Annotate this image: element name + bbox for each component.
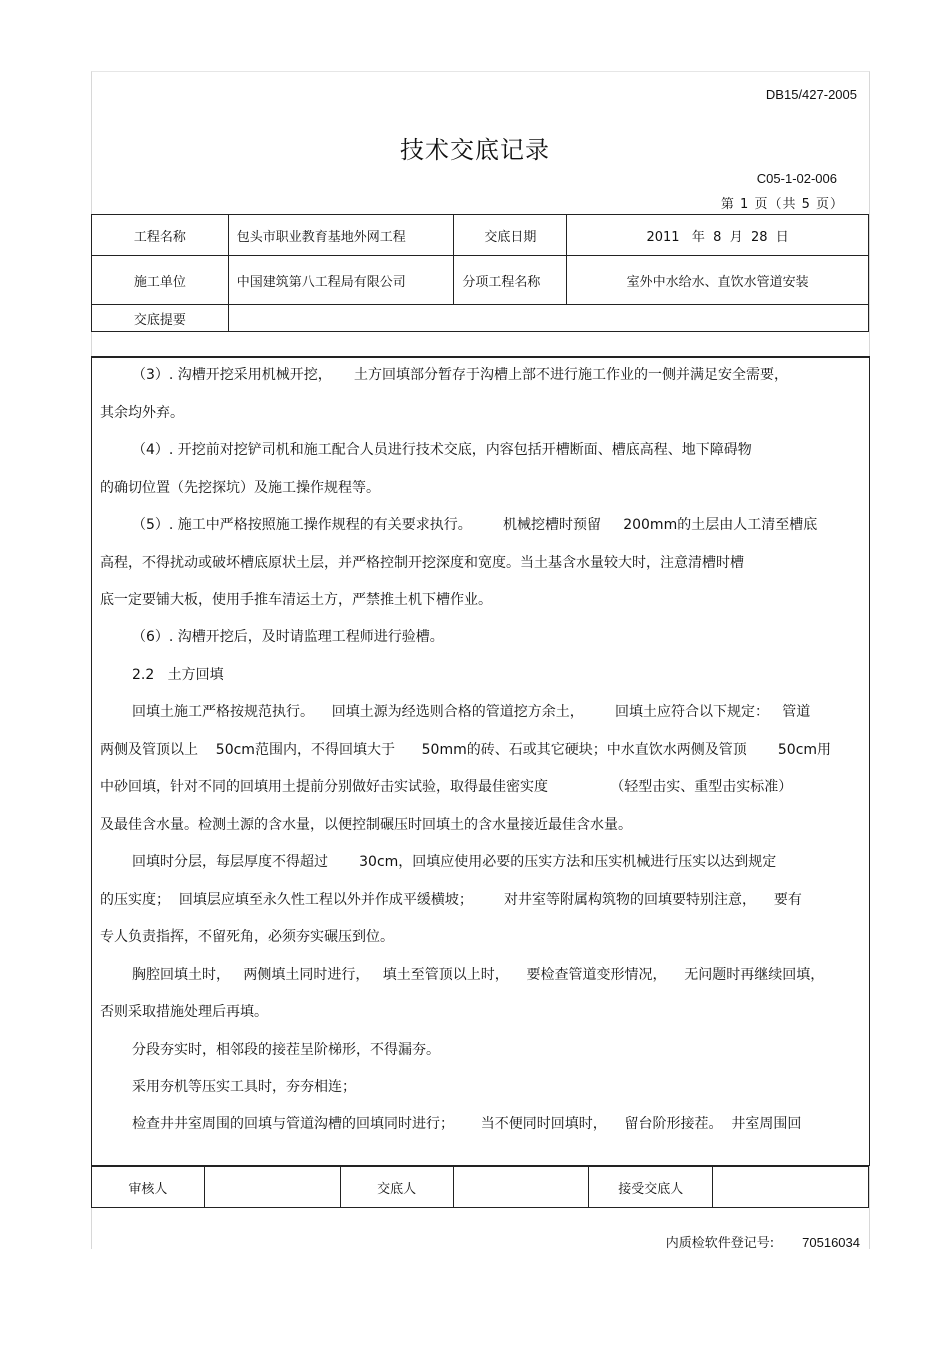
content-line: 分段夯实时，相邻段的接茬呈阶梯形，不得漏夯。 (132, 1042, 440, 1058)
content-line: 检查井井室周围的回填与管道沟槽的回填同时进行； 当不便同时回填时， 留台阶形接茬。 井室周围回 (132, 1116, 802, 1132)
content-line: 及最佳含水量。检测土源的含水量，以便控制碾压时回填土的含水量接近最佳含水量。 (100, 817, 632, 833)
content-line: 中砂回填，针对不同的回填用土提前分别做好击实试验，取得最佳密实度 （轻型击实、重型击实标准） (100, 779, 793, 795)
date-label: 交底日期 (454, 215, 567, 256)
content-line: （6）. 沟槽开挖后，及时请监理工程师进行验槽。 (132, 629, 444, 645)
content-line: 否则采取措施处理后再填。 (100, 1004, 268, 1020)
signature-row (92, 1167, 869, 1208)
form-code: C05-1-02-006 (756, 171, 837, 186)
content-line: 的压实度； 回填层应填至永久性工程以外并作成平缓横坡； 对井室等附属构筑物的回填要特别注意， 要有 (100, 892, 802, 908)
content-body (91, 356, 870, 1166)
subitem-label: 分项工程名称 (454, 256, 567, 305)
reviewer-label: 审核人 (92, 1167, 205, 1208)
info-row-contractor (92, 256, 869, 305)
standard-code: DB15/427-2005 (765, 87, 857, 102)
receiver-label: 接受交底人 (589, 1167, 713, 1208)
content-line: 高程，不得扰动或破坏槽底原状土层，并严格控制开挖深度和宽度。当土基含水量较大时，注意清槽时槽 (100, 555, 744, 571)
info-row-project (92, 215, 869, 256)
content-line: 两侧及管顶以上 50cm范围内，不得回填大于 50mm的砖、石或其它硬块；中水直饮水两侧及管顶 50cm用 (100, 742, 832, 758)
content-line: 回填时分层，每层厚度不得超过 30cm，回填应使用必要的压实方法和压实机械进行压实以达到规定 (132, 854, 777, 870)
content-line: 胸腔回填土时， 两侧填土同时进行， 填土至管顶以上时， 要检查管道变形情况， 无问题时再继续回填， (132, 967, 825, 983)
contractor-label: 施工单位 (92, 256, 229, 305)
reviewer-field (204, 1167, 340, 1208)
project-name-value: 包头市职业教育基地外网工程 (228, 215, 454, 256)
presenter-label: 交底人 (340, 1167, 453, 1208)
summary-label: 交底提要 (92, 305, 229, 332)
content-line: 其余均外弃。 (100, 405, 184, 421)
content-line: （5）. 施工中严格按照施工操作规程的有关要求执行。 机械挖槽时预留 200mm的土层由人工清至槽底 (132, 517, 818, 533)
content-line: 底一定要铺大板，使用手推车清运土方，严禁推土机下槽作业。 (100, 592, 492, 608)
info-row-summary (92, 305, 869, 332)
section-heading: 2.2 土方回填 (132, 667, 224, 683)
date-value: 2011 年 8 月 28 日 (567, 215, 869, 256)
content-line: （3）. 沟槽开挖采用机械开挖， 土方回填部分暂存于沟槽上部不进行施工作业的一侧并满足安全需要， (132, 367, 789, 383)
page-info: 第 1 页（共 5 页） (720, 197, 844, 212)
content-line: 的确切位置（先挖探坑）及施工操作规程等。 (100, 480, 380, 496)
signature-table (91, 1166, 869, 1208)
registration-number: 70516034 (802, 1235, 860, 1250)
presenter-field (453, 1167, 589, 1208)
subitem-value: 室外中水给水、直饮水管道安装 (567, 256, 869, 305)
summary-value (228, 305, 868, 332)
document-title: 技术交底记录 (400, 136, 550, 164)
content-line: 专人负责指挥，不留死角，必须夯实碾压到位。 (100, 929, 394, 945)
registration-info (666, 1232, 860, 1251)
info-table (91, 214, 869, 332)
project-name-label: 工程名称 (92, 215, 229, 256)
contractor-value: 中国建筑第八工程局有限公司 (228, 256, 454, 305)
receiver-field (713, 1167, 869, 1208)
content-line: 回填土施工严格按规范执行。 回填土源为经选则合格的管道挖方余土， 回填土应符合以下规定： 管道 (132, 704, 811, 720)
content-line: （4）. 开挖前对挖铲司机和施工配合人员进行技术交底，内容包括开槽断面、槽底高程、地下障碍物 (132, 442, 752, 458)
content-line: 采用夯机等压实工具时，夯夯相连； (132, 1079, 356, 1095)
registration-label: 内质检软件登记号: (665, 1236, 775, 1251)
